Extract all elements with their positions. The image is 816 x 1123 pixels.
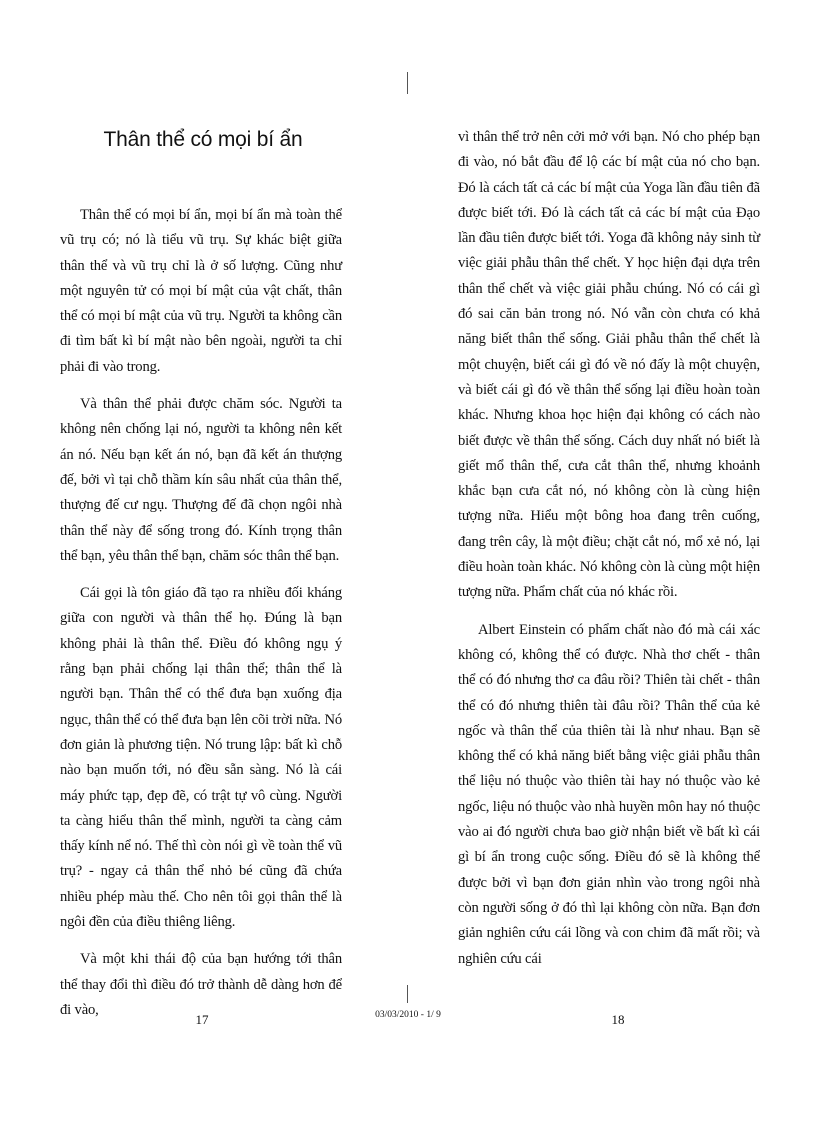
paragraph: Và thân thể phải được chăm sóc. Người ta không nên chống lại nó, người ta không nên kết án nó. Nếu bạn kết án nó, bạn đã kết án thượng đế, bởi vì tại chỗ thầm kín sâu nhất của thân thể, thượng đế cư ngụ. Thượng đế đã chọn ngôi nhà thân thể này để sống trong đó. Kính trọng thân thể bạn, yêu thân thể bạn, chăm sóc thân thể bạn. xyxy=(60,396,342,564)
page-number-left: 17 xyxy=(195,1012,209,1027)
paragraph: vì thân thể trở nên cởi mở với bạn. Nó cho phép bạn đi vào, nó bắt đầu để lộ các bí mật của nó cho bạn. Đó là cách tất cả các bí mật của Yoga lần đầu tiên đã được biết tới. Đó là cách tất cả các bí mật của Đạo lần đầu tiên được biết tới. Yoga đã không nảy sinh từ việc giải phẫu thân thể chết. Y học hiện đại dựa trên thân thể chết và việc giải phẫu chúng. Nó có cái gì đó sai căn bản trong nó. Nó vẫn còn chưa có khả năng biết thân thể sống. Giải phẫu thân thể chết là một chuyện, biết cái gì đó về nó đấy là một chuyện, và biết cái gì đó về thân thể sống lại điều hoàn toàn khác. Nhưng khoa học hiện đại không có cách nào biết được về thân thể sống. Cách duy nhất nó biết là giết mổ thân thể, cưa cắt thân thể, nhưng khoảnh khắc bạn cưa cắt nó, nó không còn là cùng hiện tượng nữa. Hiểu một bông hoa đang trên cuống, đang trên cây, là một điều; chặt cắt nó, mổ xẻ nó, lại điều hoàn toàn khác. Nó không còn là cùng một hiện tượng nữa. Phẩm chất của nó khác rồi. xyxy=(458,129,760,601)
footer-date: 03/03/2010 - 1/ 9 xyxy=(375,1010,441,1020)
paragraph: Và một khi thái độ của bạn hướng tới thân thể thay đổi thì điều đó trở thành dễ dàng hơn để đi vào, xyxy=(60,951,342,1018)
page-number-right: 18 xyxy=(611,1012,625,1027)
top-divider-mark xyxy=(407,72,408,94)
paragraph: Albert Einstein có phẩm chất nào đó mà cái xác không có, không thể có được. Nhà thơ chết - thân thể có đó nhưng thơ ca đâu rồi? Thiên tài chết - thân thể có đó nhưng thiên tài đâu rồi? Thân thể của kẻ ngốc và thân thể của thiên tài là như nhau. Bạn sẽ không thể có khả năng biết bằng việc giải phẫu thân thể liệu nó thuộc vào thiên tài hay nó thuộc vào kẻ ngốc, liệu nó thuộc vào nhà huyền môn hay nó thuộc vào ai đó người chưa bao giờ nhận biết về bất kì cái gì bí ẩn trong cuộc sống. Điều đó sẽ là không thể được bởi vì bạn đơn giản nhìn vào trong ngôi nhà còn người sống ở đó thì lại không còn nữa. Bạn đơn giản nghiên cứu cái lồng và con chim đã mất rồi; và nghiên cứu cái xyxy=(458,621,760,967)
paragraph: Thân thể có mọi bí ẩn, mọi bí ẩn mà toàn thể vũ trụ có; nó là tiểu vũ trụ. Sự khác biệt giữa thân thể và vũ trụ chỉ là ở số lượng. Cũng như một nguyên tử có mọi bí mật của vật chất, thân thể có mọi bí mật của vũ trụ. Người ta không cần đi tìm bất kì bí mật nào bên ngoài, người ta chỉ phải đi vào trong. xyxy=(60,207,342,375)
right-column xyxy=(458,125,760,984)
left-column xyxy=(60,203,342,1035)
paragraph: Cái gọi là tôn giáo đã tạo ra nhiều đối kháng giữa con người và thân thể họ. Đúng là bạn không phải là thân thể. Điều đó không ngụ ý rằng bạn phải chống lại thân thể; thân thể là người bạn. Thân thể có thể đưa bạn xuống địa ngục, thân thể có thể đưa bạn lên cõi trời nữa. Nó đơn giản là phương tiện. Nó trung lập: bất kì chỗ nào bạn muốn tới, nó đều sẵn sàng. Nó là cái máy phức tạp, đẹp đẽ, có trật tự vô cùng. Người ta càng hiểu thân thể mình, người ta càng cảm thấy kính nể nó. Thế thì còn nói gì về toàn thể vũ trụ? - ngay cả thân thể nhỏ bé cũng đã chứa nhiều phép màu thế. Cho nên tôi gọi thân thể là ngôi đền của điều thiêng liêng. xyxy=(60,585,342,931)
bottom-divider-mark xyxy=(407,985,408,1003)
page-title: Thân thể có mọi bí ẩn xyxy=(103,128,303,151)
